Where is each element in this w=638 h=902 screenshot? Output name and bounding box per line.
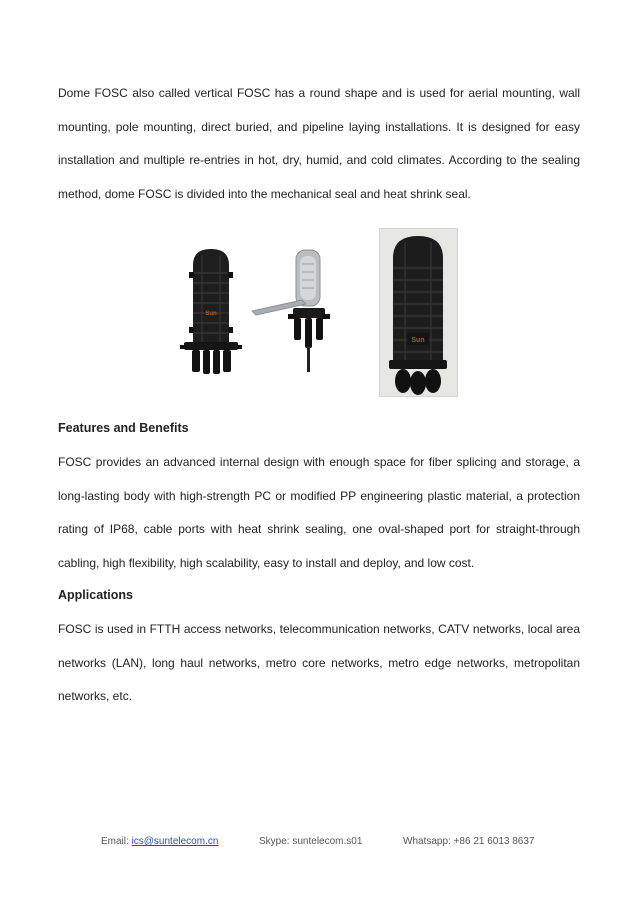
applications-paragraph: FOSC is used in FTTH access networks, telecommunication networks, CATV networks, local area networks (LAN), long haul networks, metro core networks, metro edge networks, metropolitan networks, etc.: [58, 622, 580, 703]
brand-logo-1: Sun: [205, 311, 217, 317]
dome-closure-image: [176, 245, 246, 380]
dome-closure-photo: [379, 228, 458, 397]
footer-email-label: Email:: [101, 836, 132, 847]
footer-whatsapp: Whatsapp: +86 21 6013 8637: [403, 836, 535, 847]
email-link[interactable]: ics@suntelecom.cn: [131, 836, 219, 847]
splice-tray-image: [250, 248, 335, 376]
brand-logo-3: Sun: [411, 337, 425, 344]
footer-skype: Skype: suntelecom.s01: [259, 836, 363, 847]
page-footer: [0, 836, 638, 852]
footer-email: [101, 836, 218, 847]
features-paragraph: FOSC provides an advanced internal design with enough space for fiber splicing and storage, a long-lasting body with high-strength PC or modified PP engineering plastic material, a protection rating of IP68, cable ports with heat shrink sealing, one oval-shaped port for straight-through cabling, high flexibility, high scalability, easy to install and deploy, and low cost.: [58, 455, 580, 570]
features-heading: Features and Benefits: [58, 421, 189, 435]
applications-heading: Applications: [58, 588, 134, 602]
intro-paragraph: Dome FOSC also called vertical FOSC has a round shape and is used for aerial mounting, wall mounting, pole mounting, direct buried, and pipeline laying installations. It is designed for easy installation and multiple re-entries in hot, dry, humid, and cold climates. According to the sealing method, dome FOSC is divided into the mechanical seal and heat shrink seal.: [58, 86, 580, 201]
